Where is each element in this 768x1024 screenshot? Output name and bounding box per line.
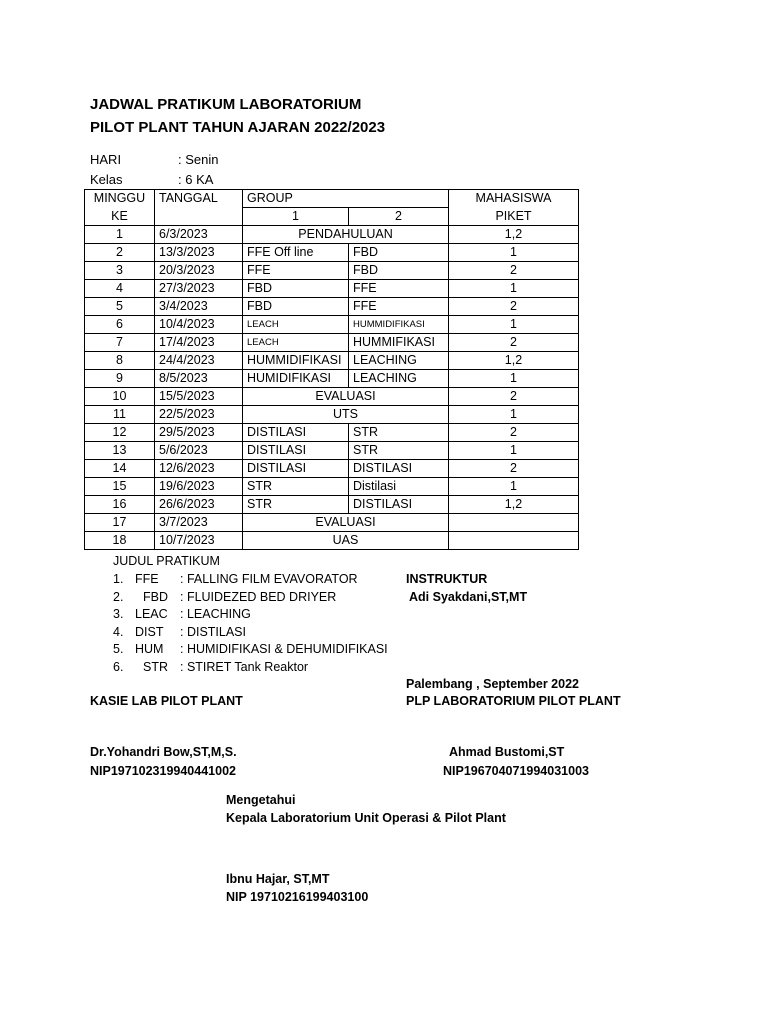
right-sign-name: Ahmad Bustomi,ST bbox=[449, 745, 565, 759]
date-cell: 22/5/2023 bbox=[155, 406, 243, 424]
date-cell: 3/4/2023 bbox=[155, 298, 243, 316]
piket-cell: 2 bbox=[449, 424, 579, 442]
table-row bbox=[85, 514, 579, 532]
legend-number: 6. bbox=[113, 659, 124, 674]
week-cell: 9 bbox=[85, 370, 155, 388]
schedule-table bbox=[84, 189, 579, 550]
piket-cell: 1 bbox=[449, 316, 579, 334]
date-cell: 27/3/2023 bbox=[155, 280, 243, 298]
group1-cell: FFE Off line bbox=[243, 244, 349, 262]
header-mahasiswa: MAHASISWA bbox=[449, 190, 579, 208]
piket-cell: 1 bbox=[449, 280, 579, 298]
legend-code: FBD bbox=[143, 589, 168, 604]
group2-cell: DISTILASI bbox=[349, 496, 449, 514]
table-row bbox=[85, 442, 579, 460]
legend-number: 1. bbox=[113, 572, 124, 586]
group1-cell: FBD bbox=[243, 280, 349, 298]
piket-cell: 1,2 bbox=[449, 496, 579, 514]
date-cell: 29/5/2023 bbox=[155, 424, 243, 442]
date-cell: 13/3/2023 bbox=[155, 244, 243, 262]
week-cell: 13 bbox=[85, 442, 155, 460]
group2-cell: LEACHING bbox=[349, 370, 449, 388]
hari-value: : Senin bbox=[178, 152, 219, 167]
date-cell: 20/3/2023 bbox=[155, 262, 243, 280]
header-group-2: 2 bbox=[349, 208, 449, 226]
place-date: Palembang , September 2022 bbox=[406, 677, 579, 691]
week-cell: 3 bbox=[85, 262, 155, 280]
kepala-name: Ibnu Hajar, ST,MT bbox=[226, 872, 330, 886]
header-ke: KE bbox=[85, 208, 155, 226]
piket-cell: 1,2 bbox=[449, 352, 579, 370]
table-row bbox=[85, 424, 579, 442]
piket-cell: 1 bbox=[449, 244, 579, 262]
header-group: GROUP bbox=[243, 190, 449, 208]
week-cell: 8 bbox=[85, 352, 155, 370]
date-cell: 26/6/2023 bbox=[155, 496, 243, 514]
date-cell: 10/7/2023 bbox=[155, 532, 243, 550]
week-cell: 15 bbox=[85, 478, 155, 496]
mengetahui-label: Mengetahui bbox=[226, 793, 296, 807]
group1-cell: STR bbox=[243, 496, 349, 514]
group1-cell: HUMIDIFIKASI bbox=[243, 370, 349, 388]
piket-cell: 1 bbox=[449, 442, 579, 460]
group1-cell: DISTILASI bbox=[243, 442, 349, 460]
table-row bbox=[85, 280, 579, 298]
week-cell: 10 bbox=[85, 388, 155, 406]
group2-cell: HUMMIDIFIKASI bbox=[349, 316, 449, 334]
table-row bbox=[85, 478, 579, 496]
kepala-nip: NIP 19710216199403100 bbox=[226, 890, 369, 904]
header-group-1: 1 bbox=[243, 208, 349, 226]
date-cell: 6/3/2023 bbox=[155, 226, 243, 244]
group1-cell: FFE bbox=[243, 262, 349, 280]
piket-cell: 2 bbox=[449, 460, 579, 478]
group-merged-cell: EVALUASI bbox=[243, 514, 449, 532]
legend-description: : HUMIDIFIKASI & DEHUMIDIFIKASI bbox=[180, 642, 388, 656]
legend-number: 5. bbox=[113, 642, 124, 656]
week-cell: 18 bbox=[85, 532, 155, 550]
table-row bbox=[85, 298, 579, 316]
left-sign-title: KASIE LAB PILOT PLANT bbox=[90, 694, 243, 708]
group2-cell: HUMMIFIKASI bbox=[349, 334, 449, 352]
legend-code: LEAC bbox=[135, 607, 168, 621]
schedule-body bbox=[85, 226, 579, 550]
week-cell: 16 bbox=[85, 496, 155, 514]
table-row bbox=[85, 388, 579, 406]
week-cell: 11 bbox=[85, 406, 155, 424]
group1-cell: DISTILASI bbox=[243, 460, 349, 478]
legend-code: STR bbox=[143, 659, 168, 674]
group1-cell: LEACH bbox=[243, 334, 349, 352]
week-cell: 7 bbox=[85, 334, 155, 352]
piket-cell: 1 bbox=[449, 478, 579, 496]
week-cell: 5 bbox=[85, 298, 155, 316]
piket-cell: 2 bbox=[449, 262, 579, 280]
header-tanggal: TANGGAL bbox=[155, 190, 243, 208]
date-cell: 8/5/2023 bbox=[155, 370, 243, 388]
group2-cell: FBD bbox=[349, 262, 449, 280]
legend-number: 2. bbox=[113, 589, 124, 604]
piket-cell: 1 bbox=[449, 406, 579, 424]
date-cell: 10/4/2023 bbox=[155, 316, 243, 334]
group1-cell: STR bbox=[243, 478, 349, 496]
group2-cell: DISTILASI bbox=[349, 460, 449, 478]
kelas-value: : 6 KA bbox=[178, 172, 214, 187]
table-row bbox=[85, 496, 579, 514]
right-sign-nip: NIP196704071994031003 bbox=[443, 764, 589, 778]
left-sign-nip: NIP197102319940441002 bbox=[90, 764, 236, 778]
table-row bbox=[85, 334, 579, 352]
kepala-title: Kepala Laboratorium Unit Operasi & Pilot Plant bbox=[226, 811, 506, 825]
legend-code: HUM bbox=[135, 642, 164, 656]
legend-number: 4. bbox=[113, 624, 124, 639]
group1-cell: HUMMIDIFIKASI bbox=[243, 352, 349, 370]
legend-description: : DISTILASI bbox=[180, 624, 246, 639]
week-cell: 14 bbox=[85, 460, 155, 478]
date-cell: 24/4/2023 bbox=[155, 352, 243, 370]
group2-cell: STR bbox=[349, 424, 449, 442]
group2-cell: FFE bbox=[349, 298, 449, 316]
group-merged-cell: UAS bbox=[243, 532, 449, 550]
table-row bbox=[85, 262, 579, 280]
table-row bbox=[85, 406, 579, 424]
legend-number: 3. bbox=[113, 607, 124, 621]
header-piket: PIKET bbox=[449, 208, 579, 226]
legend-description: : FLUIDEZED BED DRIYER bbox=[180, 589, 337, 604]
table-row bbox=[85, 244, 579, 262]
hari-label: HARI bbox=[90, 152, 122, 167]
table-row bbox=[85, 460, 579, 478]
group-merged-cell: UTS bbox=[243, 406, 449, 424]
document-title-line1: JADWAL PRATIKUM LABORATORIUM bbox=[90, 96, 362, 113]
group2-cell: STR bbox=[349, 442, 449, 460]
date-cell: 15/5/2023 bbox=[155, 388, 243, 406]
piket-cell: 1 bbox=[449, 370, 579, 388]
piket-cell bbox=[449, 514, 579, 532]
week-cell: 12 bbox=[85, 424, 155, 442]
date-cell: 17/4/2023 bbox=[155, 334, 243, 352]
piket-cell: 2 bbox=[449, 298, 579, 316]
week-cell: 4 bbox=[85, 280, 155, 298]
document-title-line2: PILOT PLANT TAHUN AJARAN 2022/2023 bbox=[90, 119, 386, 136]
table-row bbox=[85, 316, 579, 334]
kelas-label: Kelas bbox=[90, 172, 123, 187]
group1-cell: LEACH bbox=[243, 316, 349, 334]
legend-description: : STIRET Tank Reaktor bbox=[180, 659, 309, 674]
legend-description: : LEACHING bbox=[180, 607, 251, 621]
instruktur-label: INSTRUKTUR bbox=[406, 572, 488, 586]
date-cell: 5/6/2023 bbox=[155, 442, 243, 460]
right-sign-title: PLP LABORATORIUM PILOT PLANT bbox=[406, 694, 621, 708]
table-row bbox=[85, 370, 579, 388]
header-tanggal-cont bbox=[155, 208, 243, 226]
group2-cell: FFE bbox=[349, 280, 449, 298]
group-merged-cell: PENDAHULUAN bbox=[243, 226, 449, 244]
group1-cell: FBD bbox=[243, 298, 349, 316]
table-row bbox=[85, 352, 579, 370]
header-minggu: MINGGU bbox=[85, 190, 155, 208]
week-cell: 17 bbox=[85, 514, 155, 532]
legend-code: FFE bbox=[135, 572, 159, 586]
instruktur-name: Adi Syakdani,ST,MT bbox=[409, 590, 528, 604]
group2-cell: FBD bbox=[349, 244, 449, 262]
week-cell: 6 bbox=[85, 316, 155, 334]
legend-description: : FALLING FILM EVAVORATOR bbox=[180, 572, 358, 586]
week-cell: 1 bbox=[85, 226, 155, 244]
group2-cell: LEACHING bbox=[349, 352, 449, 370]
group2-cell: Distilasi bbox=[349, 478, 449, 496]
date-cell: 19/6/2023 bbox=[155, 478, 243, 496]
date-cell: 3/7/2023 bbox=[155, 514, 243, 532]
legend-code: DIST bbox=[135, 624, 164, 639]
judul-heading: JUDUL PRATIKUM bbox=[113, 554, 220, 568]
piket-cell bbox=[449, 532, 579, 550]
table-row bbox=[85, 226, 579, 244]
date-cell: 12/6/2023 bbox=[155, 460, 243, 478]
piket-cell: 1,2 bbox=[449, 226, 579, 244]
piket-cell: 2 bbox=[449, 388, 579, 406]
group-merged-cell: EVALUASI bbox=[243, 388, 449, 406]
left-sign-name: Dr.Yohandri Bow,ST,M,S. bbox=[90, 745, 237, 759]
group1-cell: DISTILASI bbox=[243, 424, 349, 442]
week-cell: 2 bbox=[85, 244, 155, 262]
table-row bbox=[85, 532, 579, 550]
piket-cell: 2 bbox=[449, 334, 579, 352]
